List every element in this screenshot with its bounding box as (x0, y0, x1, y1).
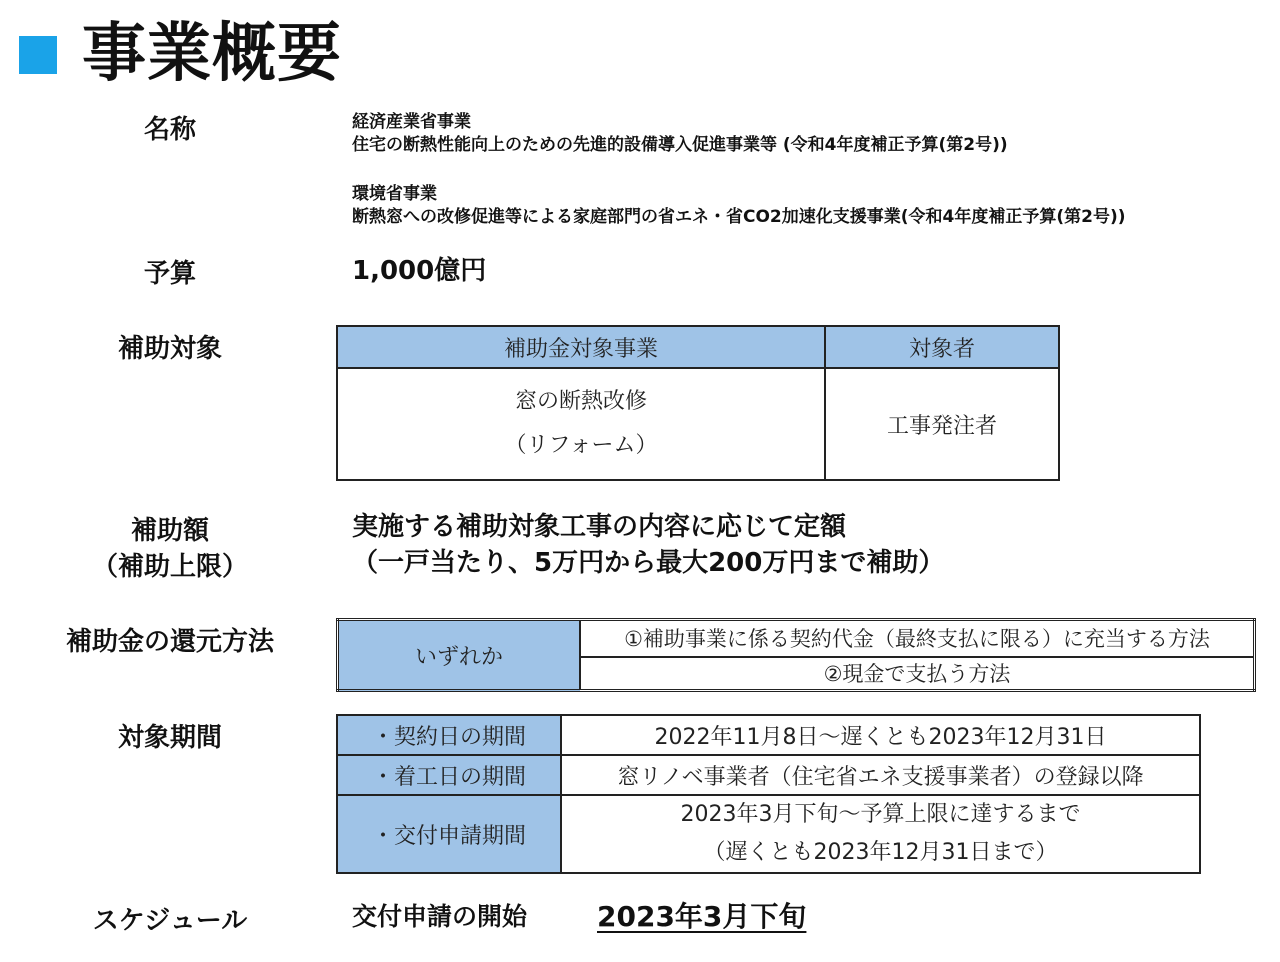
schedule-text: 交付申請の開始 (352, 902, 528, 931)
target-project-cell (337, 368, 825, 480)
period-label: 対象期間 (117, 723, 222, 753)
target-header-project: 補助金対象事業 (337, 326, 825, 368)
target-project-line2: （リフォーム） (504, 433, 658, 458)
period-row-value: 2022年11月8日～遅くとも2023年12月31日 (561, 715, 1200, 755)
schedule-date: 2023年3月下旬 (597, 900, 807, 933)
target-header-recipient: 対象者 (825, 326, 1059, 368)
return-method-label: 補助金の還元方法 (65, 627, 274, 657)
target-recipient: 工事発注者 (825, 368, 1059, 480)
period-row-value-multiline (561, 795, 1200, 873)
name-label: 名称 (143, 115, 196, 145)
amount-label-line1: 補助額 (130, 516, 209, 546)
amount-line2: （一戸当たり、5万円から最大200万円まで補助） (352, 548, 945, 578)
amount-line1: 実施する補助対象工事の内容に応じて定額 (352, 512, 847, 542)
schedule-label: スケジュール (92, 906, 248, 936)
target-table (336, 325, 1060, 481)
return-option1: ①補助事業に係る契約代金（最終支払に限る）に充当する方法 (580, 620, 1255, 657)
period-row-name: ・契約日の期間 (337, 715, 561, 755)
name-line1: 経済産業省事業 (352, 112, 471, 132)
period-row-name: ・着工日の期間 (337, 755, 561, 795)
name-line4: 断熱窓への改修促進等による家庭部門の省エネ・省CO2加速化支援事業(令和4年度補正予算(第2号)) (352, 207, 1126, 227)
return-method-table (336, 618, 1256, 692)
target-project-line1: 窓の断熱改修 (514, 389, 647, 414)
title-bullet-square (19, 36, 57, 74)
period-row-value: 窓リノベ事業者（住宅省エネ支援事業者）の登録以降 (561, 755, 1200, 795)
period-table (336, 714, 1201, 874)
period-row-value-line1: 2023年3月下旬～予算上限に達するまで (680, 802, 1081, 827)
name-line2: 住宅の断熱性能向上のための先進的設備導入促進事業等 (令和4年度補正予算(第2号)) (352, 135, 1008, 155)
target-label: 補助対象 (117, 334, 222, 364)
budget-label: 予算 (143, 259, 196, 289)
return-option2: ②現金で支払う方法 (580, 657, 1255, 691)
budget-value: 1,000億円 (352, 256, 487, 286)
page-title: 事業概要 (82, 17, 342, 91)
return-either-cell: いずれか (338, 620, 581, 691)
period-row-name: ・交付申請期間 (337, 795, 561, 873)
name-line3: 環境省事業 (352, 184, 437, 204)
period-row-value-line2: （遅くとも2023年12月31日まで） (703, 840, 1058, 865)
amount-label-line2: （補助上限） (91, 552, 248, 582)
